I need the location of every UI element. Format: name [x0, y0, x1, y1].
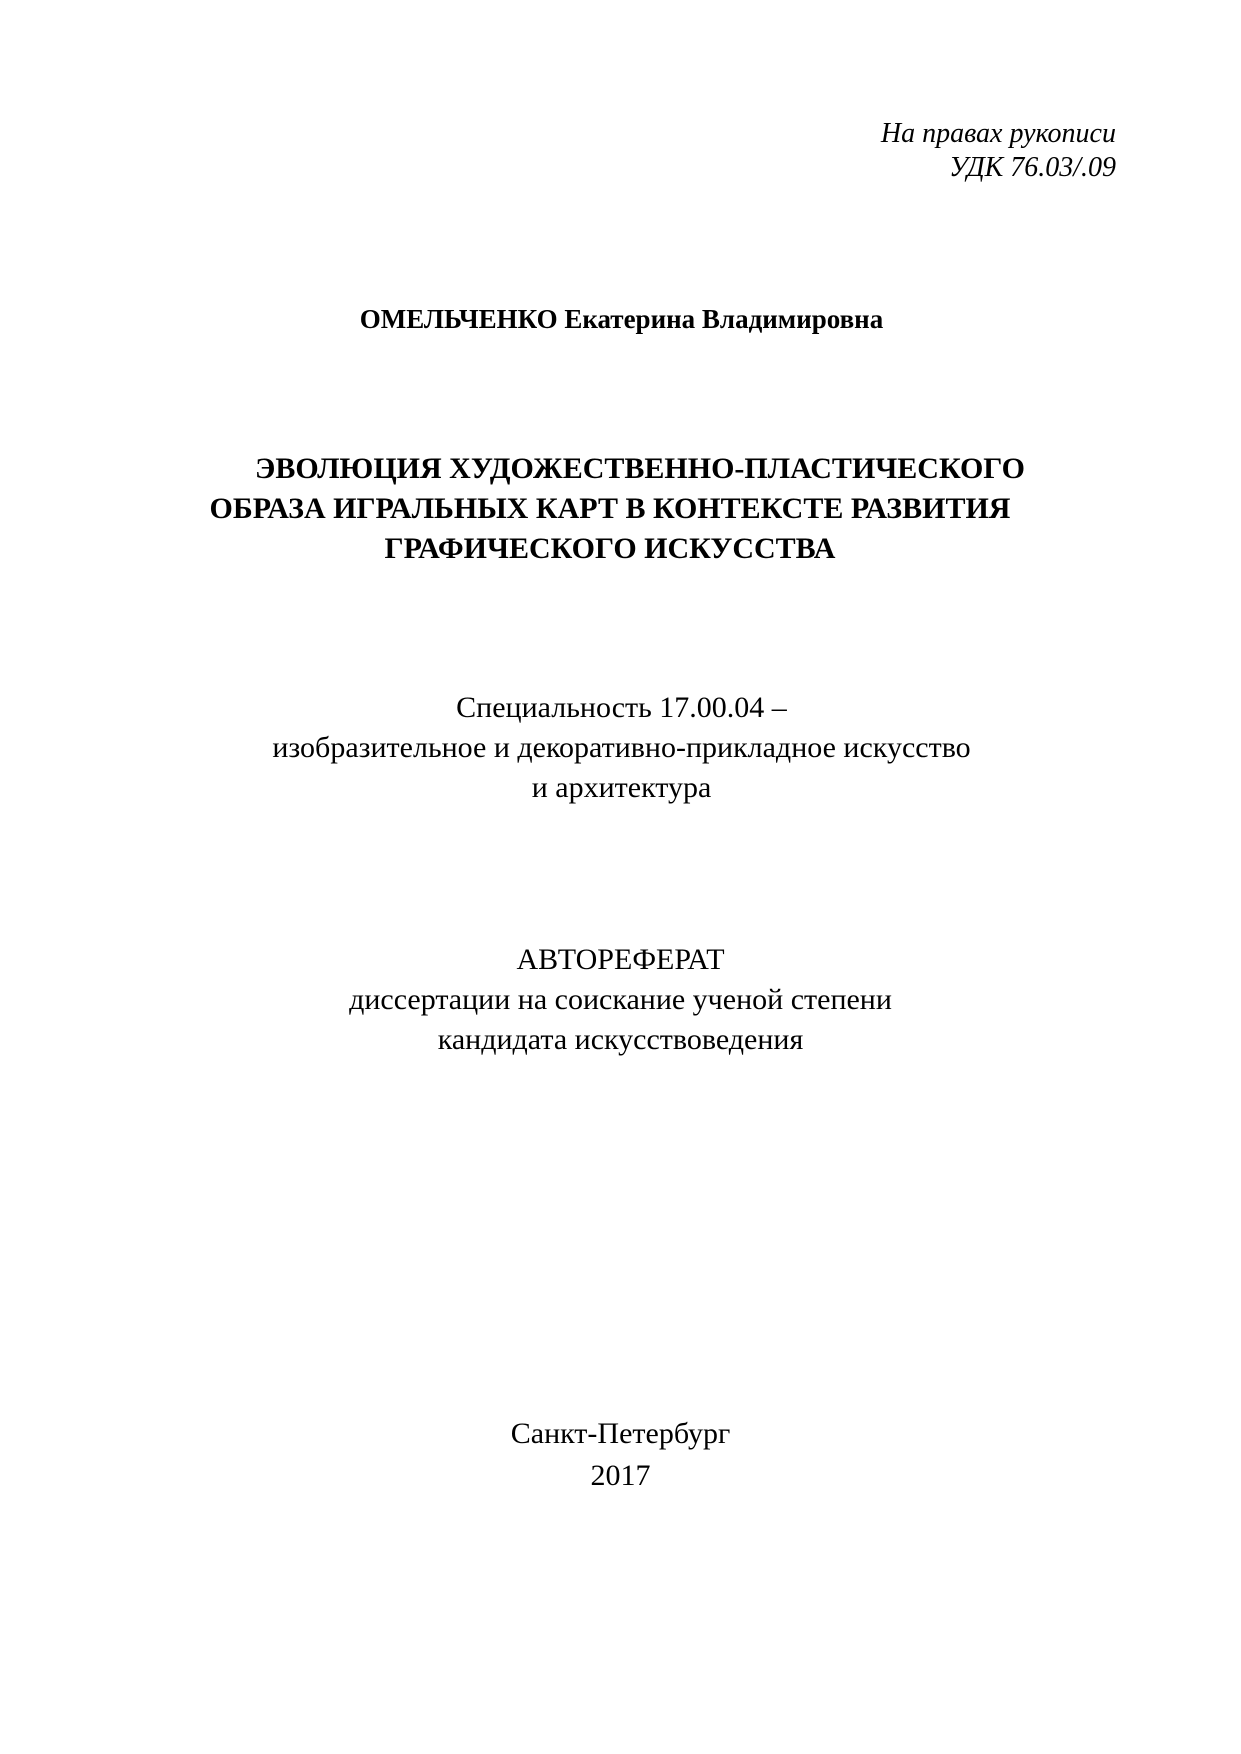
manuscript-rights-text: На правах рукописи — [880, 118, 1116, 149]
specialty-line: изобразительное и декоративно-прикладное искусство — [272, 731, 971, 764]
manuscript-notice — [881, 117, 1116, 185]
dissertation-title — [130, 449, 1090, 569]
abstract-line: диссертации на соискание ученой степени — [349, 983, 892, 1016]
author-surname: ОМЕЛЬЧЕНКО — [359, 304, 558, 334]
title-line: ЭВОЛЮЦИЯ ХУДОЖЕСТВЕННО-ПЛАСТИЧЕСКОГО — [255, 452, 1025, 485]
abstract-block — [0, 940, 1241, 1060]
abstract-heading: АВТОРЕФЕРАТ — [516, 943, 725, 976]
specialty-line: Специальность 17.00.04 – — [456, 691, 787, 724]
imprint — [0, 1413, 1241, 1497]
title-line: ГРАФИЧЕСКОГО ИСКУССТВА — [384, 532, 836, 565]
author-given-names: Екатерина Владимировна — [564, 304, 884, 334]
title-line: ОБРАЗА ИГРАЛЬНЫХ КАРТ В КОНТЕКСТЕ РАЗВИТИЯ — [209, 492, 1011, 525]
year: 2017 — [590, 1459, 651, 1492]
udc-code: УДК 76.03/.09 — [949, 152, 1116, 183]
specialty-line: и архитектура — [531, 771, 712, 804]
abstract-line: кандидата искусствоведения — [437, 1023, 804, 1056]
city: Санкт-Петербург — [510, 1417, 731, 1450]
specialty-block — [0, 688, 1241, 808]
author-name — [0, 302, 1241, 336]
